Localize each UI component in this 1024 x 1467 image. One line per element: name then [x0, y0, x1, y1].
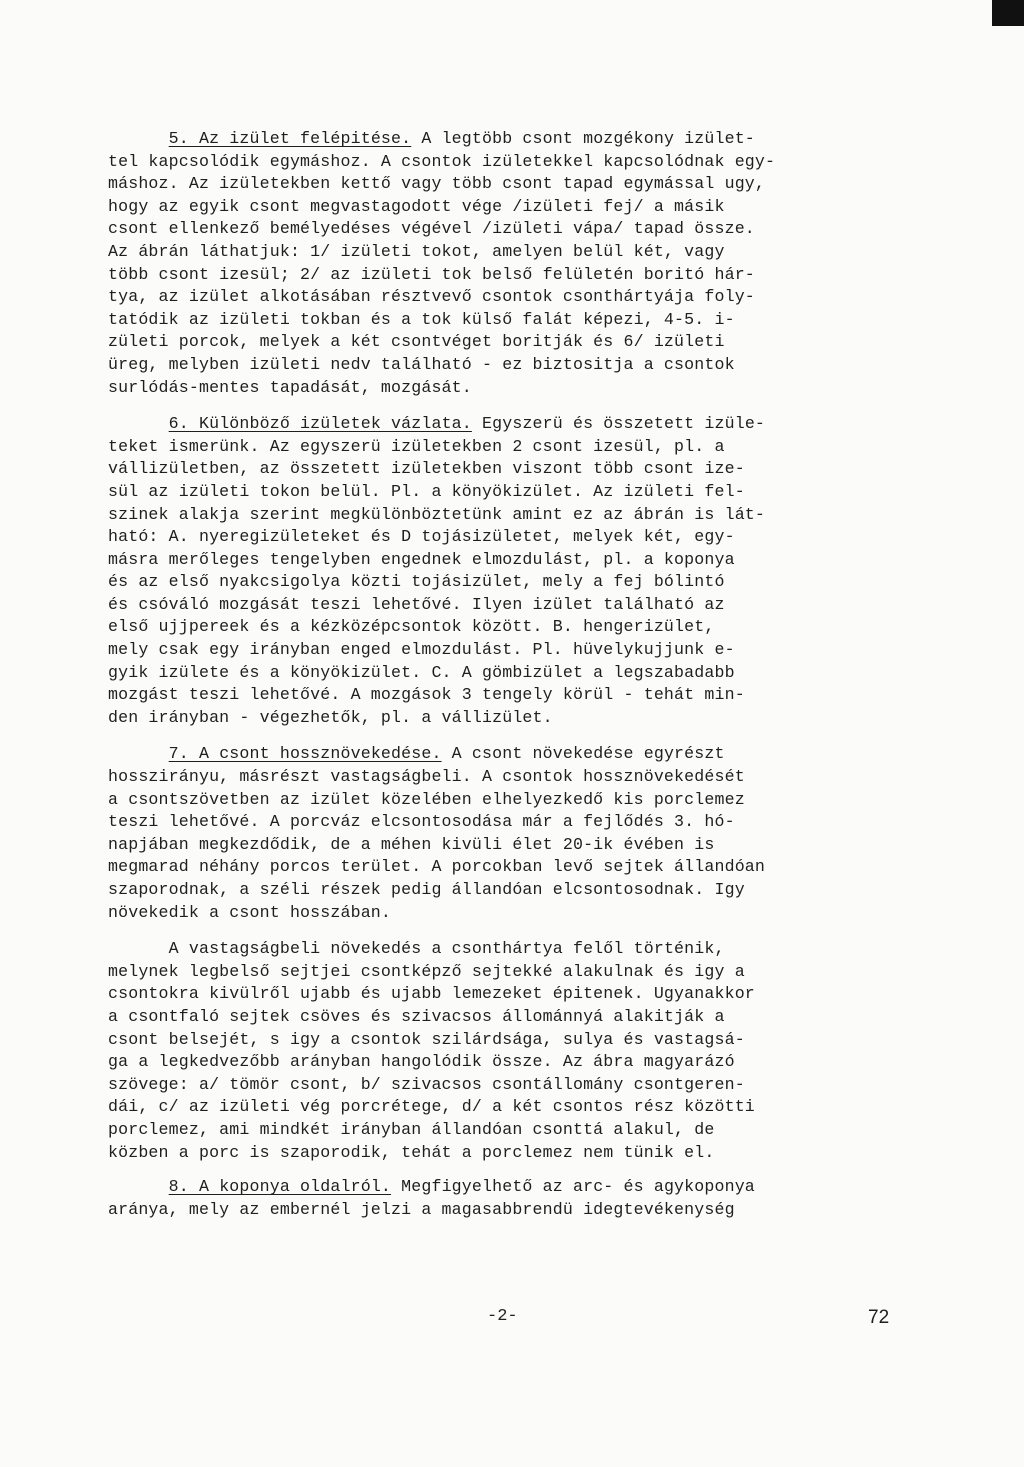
body-line: napjában megkezdődik, de a méhen kivüli élet 20-ik évében is [108, 834, 715, 854]
body-line: a csontfaló sejtek csöves és szivacsos állománnyá alakitják a [108, 1006, 725, 1026]
body-line: csontokra kivülről ujabb és ujabb lemezeket épitenek. Ugyanakkor [108, 984, 755, 1004]
body-line: megmarad néhány porcos terület. A porcokban levő sejtek állandóan [108, 857, 766, 877]
body-line: melynek legbelső sejtjei csontképző sejtekké alakulnak és igy a [108, 961, 745, 981]
body-line: közben a porc is szaporodik, tehát a porclemez nem tünik el. [108, 1142, 715, 1162]
body-line: szövege: a/ tömör csont, b/ szivacsos csontállomány csontgeren- [108, 1074, 745, 1094]
body-line: mely csak egy irányban enged elmozdulást. Pl. hüvelykujjunk e- [108, 640, 735, 660]
body-line: tatódik az izületi tokban és a tok külső falát képezi, 4-5. i- [108, 309, 735, 329]
document-body [108, 128, 908, 1221]
body-line: szaporodnak, a széli részek pedig állandóan elcsontosodnak. Igy [108, 880, 745, 899]
body-line: sül az izületi tokon belül. Pl. a könyökizület. Az izületi fel- [108, 481, 745, 501]
paragraph-first-line: A vastagságbeli növekedés a csonthártya felől történik, [168, 939, 725, 959]
body-line: és csóváló mozgását teszi lehetővé. Ilyen izület található az [108, 594, 725, 614]
body-line: gyik izülete és a könyökizület. C. A gömbizület a legszabadabb [108, 662, 735, 682]
body-line: teszi lehetővé. A porcváz elcsontosodása már a fejlődés 3. hó- [108, 812, 735, 832]
section-7 [108, 743, 908, 924]
section-8-heading: 8. A koponya oldalról. [168, 1177, 392, 1197]
body-line: máshoz. Az izületekben kettő vagy több csont tapad egymással ugy, [108, 174, 766, 194]
body-line: üreg, melyben izületi nedv található - ez biztositja a csontok [108, 354, 735, 374]
body-line: ható: A. nyeregizületeket és D tojásizületet, melyek két, egy- [108, 527, 735, 547]
section-7-first-line: A csont növekedése egyrészt [441, 744, 725, 764]
body-line: zületi porcok, melyek a két csontvéget boritják és 6/ izületi [108, 332, 725, 352]
paragraph-thickness-growth [108, 938, 908, 1164]
body-line: első ujjpereek és a kézközépcsontok között. B. hengerizület, [108, 617, 715, 637]
section-6 [108, 413, 908, 729]
page-marker: -2- [487, 1307, 518, 1326]
body-line: szinek alakja szerint megkülönböztetünk amint ez az ábrán is lát- [108, 504, 766, 524]
section-8-first-line: Megfigyelhető az arc- és agykoponya [391, 1177, 755, 1197]
body-line: porclemez, ami mindkét irányban állandóan csonttá alakul, de [108, 1119, 715, 1139]
body-line: tya, az izület alkotásában résztvevő csontok csonthártyája foly- [108, 287, 755, 307]
section-5-heading: 5. Az izület felépitése. [168, 129, 412, 148]
body-line: ga a legkedvezőbb arányban hangolódik össze. Az ábra magyarázó [108, 1052, 735, 1072]
body-line: surlódás-mentes tapadását, mozgását. [108, 377, 472, 397]
body-line: tel kapcsolódik egymáshoz. A csontok izületekkel kapcsolódnak egy- [108, 151, 776, 171]
page-number: 72 [868, 1307, 890, 1328]
body-line: mozgást teszi lehetővé. A mozgások 3 tengely körül - tehát min- [108, 685, 745, 705]
body-line: vállizületben, az összetett izületekben viszont több csont ize- [108, 459, 745, 479]
body-line: több csont izesül; 2/ az izületi tok belső felületén boritó hár- [108, 264, 755, 284]
body-line: csont ellenkező bemélyedéses végével /izületi vápa/ tapad össze. [108, 219, 755, 239]
section-8 [108, 1176, 908, 1221]
body-line: den irányban - végezhetők, pl. a vállizület. [108, 707, 553, 727]
body-line: növekedik a csont hosszában. [108, 902, 392, 922]
body-line: Az ábrán láthatjuk: 1/ izületi tokot, amelyen belül két, vagy [108, 241, 725, 261]
body-line: aránya, mely az embernél jelzi a magasabbrendü idegtevékenység [108, 1199, 735, 1219]
section-5-first-line: A legtöbb csont mozgékony izület- [411, 129, 755, 148]
section-5 [108, 128, 908, 399]
body-line: a csontszövetben az izület közelében elhelyezkedő kis porclemez [108, 789, 745, 809]
body-line: hogy az egyik csont megvastagodott vége /izületi fej/ a másik [108, 196, 725, 216]
section-7-heading: 7. A csont hossznövekedése. [168, 744, 442, 764]
body-line: hosszirányu, másrészt vastagságbeli. A csontok hossznövekedését [108, 767, 745, 787]
body-line: másra merőleges tengelyben engednek elmozdulást, pl. a koponya [108, 549, 735, 569]
section-6-first-line: Egyszerü és összetett izüle- [471, 414, 766, 434]
binding-mark [992, 0, 1024, 26]
body-line: csont belsejét, s igy a csontok szilárdsága, sulya és vastagsá- [108, 1029, 745, 1049]
body-line: dái, c/ az izületi vég porcrétege, d/ a két csontos rész közötti [108, 1097, 755, 1117]
body-line: teket ismerünk. Az egyszerü izületekben 2 csont izesül, pl. a [108, 436, 725, 456]
body-line: és az első nyakcsigolya közti tojásizület, mely a fej bólintó [108, 572, 725, 592]
section-6-heading: 6. Különböző izületek vázlata. [168, 414, 472, 434]
